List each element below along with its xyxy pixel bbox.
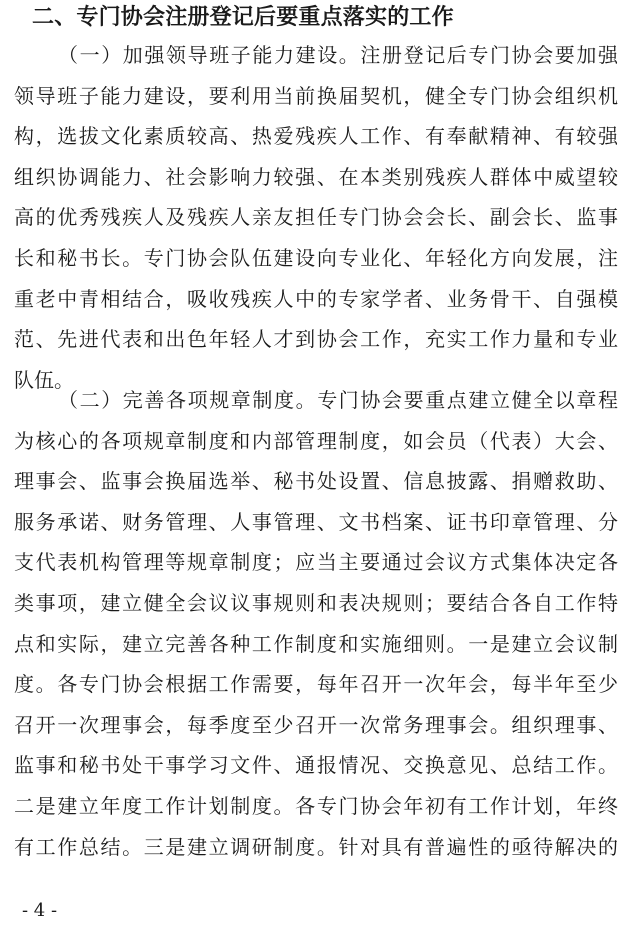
paragraph-line: 队伍。 — [14, 367, 74, 392]
page-number: - 4 - — [22, 900, 58, 921]
paragraph-line: 监事和秘书处干事学习文件、通报情况、交换意见、总结工作。 — [14, 753, 618, 778]
paragraph-line: 长和秘书长。专门协会队伍建设向专业化、年轻化方向发展，注 — [14, 245, 618, 270]
paragraph-line: 组织协调能力、社会影响力较强、在本类别残疾人群体中威望较 — [14, 164, 618, 189]
section-heading: 二、专门协会注册登记后要重点落实的工作 — [32, 5, 454, 30]
paragraph-line: 点和实际，建立完善各种工作制度和实施细则。一是建立会议制 — [14, 631, 618, 656]
paragraph-line: （一）加强领导班子能力建设。注册登记后专门协会要加强 — [58, 43, 618, 67]
paragraph-line: 支代表机构管理等规章制度；应当主要通过会议方式集体决定各 — [14, 550, 618, 575]
paragraph-line: 二是建立年度工作计划制度。各专门协会年初有工作计划，年终 — [14, 793, 618, 818]
paragraph-line: 类事项，建立健全会议议事规则和表决规则；要结合各自工作特 — [14, 590, 618, 615]
paragraph-line: 有工作总结。三是建立调研制度。针对具有普遍性的亟待解决的 — [14, 834, 618, 859]
paragraph-line: 度。各专门协会根据工作需要，每年召开一次年会，每半年至少 — [14, 672, 618, 697]
paragraph-line: 服务承诺、财务管理、人事管理、文书档案、证书印章管理、分 — [14, 509, 618, 534]
paragraph-line: 领导班子能力建设，要利用当前换届契机，健全专门协会组织机 — [14, 83, 618, 108]
paragraph-line: 高的优秀残疾人及残疾人亲友担任专门协会会长、副会长、监事 — [14, 205, 618, 230]
paragraph-line: 理事会、监事会换届选举、秘书处设置、信息披露、捐赠救助、 — [14, 469, 618, 494]
paragraph-regulations — [14, 380, 618, 867]
paragraph-line: 召开一次理事会，每季度至少召开一次常务理事会。组织理事、 — [14, 712, 618, 737]
paragraph-line: 范、先进代表和出色年轻人才到协会工作，充实工作力量和专业 — [14, 327, 618, 352]
paragraph-line: 构，选拔文化素质较高、热爱残疾人工作、有奉献精神、有较强 — [14, 124, 618, 149]
paragraph-line: 重老中青相结合，吸收残疾人中的专家学者、业务骨干、自强模 — [14, 286, 618, 311]
paragraph-leadership — [14, 35, 618, 400]
paragraph-line: （二）完善各项规章制度。专门协会要重点建立健全以章程 — [58, 388, 618, 412]
paragraph-line: 为核心的各项规章制度和内部管理制度，如会员（代表）大会、 — [14, 428, 618, 453]
